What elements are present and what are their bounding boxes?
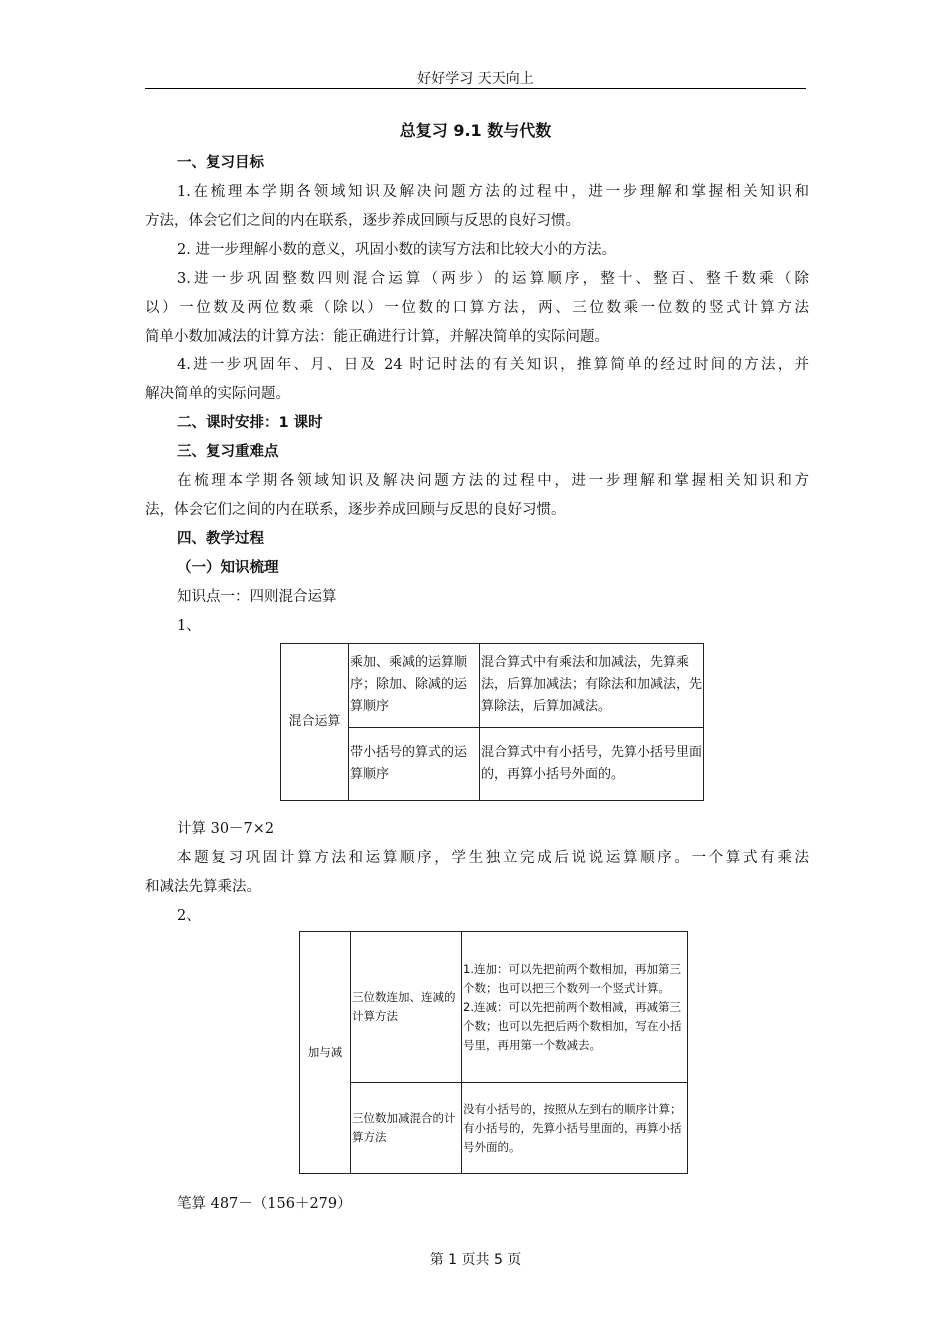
addition-subtraction-table [299, 931, 688, 1174]
item-2-label: 2、 [177, 908, 201, 924]
knowledge-point-title: 知识点一：四则混合运算 [177, 589, 337, 605]
section-heading-key-points: 三、复习重难点 [177, 444, 279, 460]
table-rule-cell: 混合算式中有小括号，先算小括号里面的，再算小括号外面的。 [480, 727, 704, 800]
goal-1-line-2: 方法，体会它们之间的内在联系，逐步养成回顾与反思的良好习惯。 [145, 213, 580, 229]
table-rule-cell: 没有小括号的，按照从左到右的顺序计算；有小括号的，先算小括号里面的，再算小括号外面的。 [462, 1083, 688, 1174]
subsection-heading: （一）知识梳理 [177, 560, 279, 576]
goal-3-line-2: 以）一位数及两位数乘（除以）一位数的口算方法，两、三位数乘一位数的竖式计算方法 [145, 300, 809, 316]
goal-2: 2. 进一步理解小数的意义，巩固小数的读写方法和比较大小的方法。 [177, 242, 616, 258]
goal-4-line-2: 解决简单的实际问题。 [145, 386, 290, 402]
exercise-note-line-2: 和减法先算乘法。 [145, 879, 261, 895]
goal-3-line-3: 简单小数加减法的计算方法：能正确进行计算，并解决简单的实际问题。 [145, 329, 609, 345]
table-rule-cell [462, 932, 688, 1083]
document-title: 总复习 9.1 数与代数 [399, 121, 552, 140]
key-points-line-2: 法，体会它们之间的内在联系，逐步养成回顾与反思的良好习惯。 [145, 502, 566, 518]
goal-4-line-1: 4.进一步巩固年、月、日及 24 时记时法的有关知识，推算简单的经过时间的方法，并 [177, 357, 809, 373]
header-divider [145, 88, 806, 89]
table-category-cell: 加与减 [300, 932, 351, 1174]
mixed-operations-table [280, 643, 704, 801]
rule-consecutive-addition: 1.连加：可以先把前两个数相加，再加第三个数；也可以把三个数列一个竖式计算。 [463, 961, 681, 995]
page-footer: 第 1 页共 5 页 [429, 1252, 522, 1268]
section-heading-goals: 一、复习目标 [177, 155, 264, 171]
section-heading-process: 四、教学过程 [177, 531, 264, 547]
section-heading-schedule: 二、课时安排：1 课时 [177, 415, 323, 431]
table-topic-cell: 三位数加减混合的计算方法 [351, 1083, 462, 1174]
rule-consecutive-subtraction: 2.连减：可以先把前两个数相减，再减第三个数；也可以先把后两个数相加，写在小括号里，再用第一个数减去。 [463, 999, 682, 1052]
goal-3-line-1: 3.进一步巩固整数四则混合运算（两步）的运算顺序，整十、整百、整千数乘（除 [177, 271, 809, 287]
key-points-line-1: 在梳理本学期各领域知识及解决问题方法的过程中，进一步理解和掌握相关知识和方 [177, 473, 809, 489]
calculation-exercise-2: 笔算 487－（156＋279） [177, 1196, 352, 1212]
calculation-exercise-1: 计算 30－7×2 [177, 821, 275, 837]
table-rule-cell: 混合算式中有乘法和加减法，先算乘法，后算加减法；有除法和加减法，先算除法，后算加减法。 [480, 644, 704, 728]
page-header: 好好学习 天天向上 [417, 71, 534, 87]
exercise-note-line-1: 本题复习巩固计算方法和运算顺序，学生独立完成后说说运算顺序。一个算式有乘法 [177, 850, 809, 866]
table-category-cell: 混合运算 [281, 644, 349, 801]
item-1-label: 1、 [177, 618, 201, 634]
goal-1-line-1: 1.在梳理本学期各领域知识及解决问题方法的过程中，进一步理解和掌握相关知识和 [177, 184, 809, 200]
table-topic-cell: 乘加、乘减的运算顺序；除加、除减的运算顺序 [349, 644, 480, 728]
table-topic-cell: 带小括号的算式的运算顺序 [349, 727, 480, 800]
table-topic-cell: 三位数连加、连减的计算方法 [351, 932, 462, 1083]
